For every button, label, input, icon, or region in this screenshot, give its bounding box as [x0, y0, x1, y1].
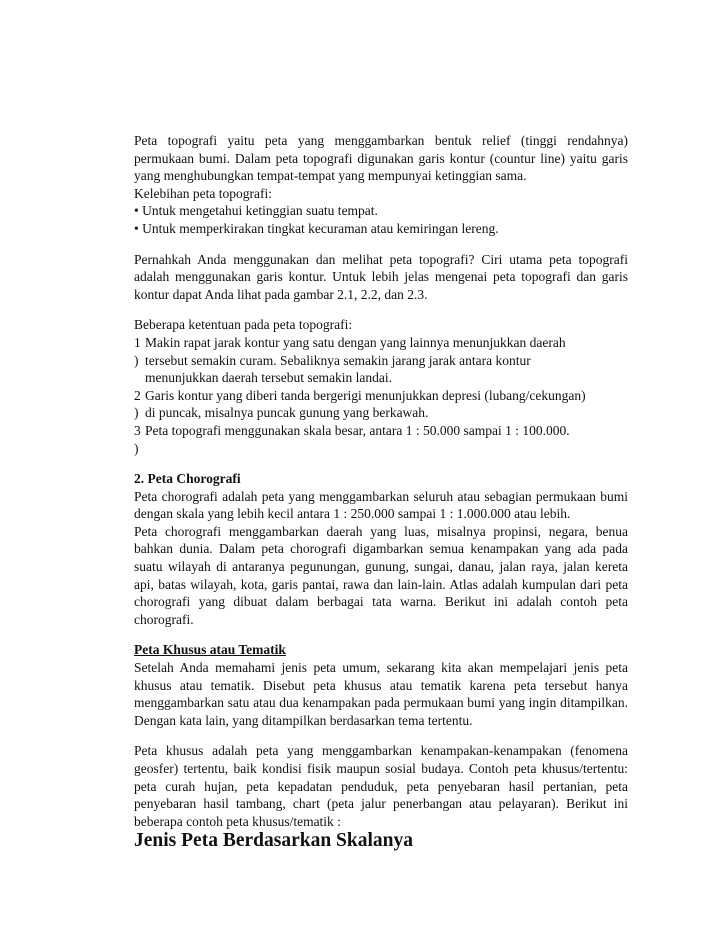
- rules-row: [134, 387, 628, 405]
- choro-heading: 2. Peta Chorografi: [134, 471, 241, 487]
- rules-row-text: Garis kontur yang diberi tanda bergerigi menunjukkan depresi (lubang/cekungan): [145, 387, 586, 403]
- rules-row-text: [145, 440, 628, 458]
- choro-paragraph: Peta chorografi adalah peta yang menggambarkan seluruh atau sebagian permukaan bumi dengan skala yang lebih kecil antara 1 : 250.000 sampai 1 : 1.000.000 atau lebih.: [134, 488, 628, 522]
- thematic-paragraph: Setelah Anda memahami jenis peta umum, sekarang kita akan mempelajari jenis peta khusus atau tematik. Disebut peta khusus atau tematik karena peta tersebut hanya menggambarkan satu atau dua kenampakan pada permukaan bumi yang ingin ditampilkan. Dengan kata lain, yang ditampilkan berdasarkan tema tertentu.: [134, 660, 628, 728]
- choro-paragraph: Peta chorografi menggambarkan daerah yang luas, misalnya propinsi, negara, benua bahkan dunia. Dalam peta chorografi digambarkan semua kenampakan yang ada pada suatu wilayah di antaranya pegunungan, gunung, sungai, danau, jalan raya, jalan kereta api, batas wilayah, kota, garis pantai, rawa dan lain-lain. Atlas adalah kumpulan dari peta chorografi yang dibuat dalam berbagai tata warna. Berikut ini adalah contoh peta chorografi.: [134, 523, 628, 627]
- rules-row: [134, 352, 628, 370]
- rules-row-num: [134, 369, 145, 387]
- topo-rules-label: Beberapa ketentuan pada peta topografi:: [134, 317, 353, 333]
- topo-intro: Peta topografi yaitu peta yang menggambarkan bentuk relief (tinggi rendahnya) permukaan bumi. Dalam peta topografi digunakan garis kontur (countur line) yaitu garis yang menghubungkan tempat-tempat yang mempunyai ketinggian sama.: [134, 133, 628, 184]
- rules-row-num: 3: [134, 422, 141, 438]
- topo-adv-item: • Untuk mengetahui ketinggian suatu tempat.: [134, 203, 378, 219]
- thematic-heading: Peta Khusus atau Tematik: [134, 642, 286, 658]
- rules-row-num: ): [134, 440, 139, 456]
- topo-adv-label: Kelebihan peta topografi:: [134, 185, 272, 201]
- rules-row-text: menunjukkan daerah tersebut semakin landai.: [145, 370, 393, 386]
- thematic-paragraph: Peta khusus adalah peta yang menggambarkan kenampakan-kenampakan (fenomena geosfer) tertentu, baik kondisi fisik maupun sosial budaya. Contoh peta khusus/tertentu: peta curah hujan, peta kepadatan penduduk, peta penyebaran hasil pertanian, peta penyebaran hasil tambang, chart (peta jalur penerbangan atau pelayaran). Berikut ini beberapa contoh peta khusus/tematik :: [134, 743, 628, 829]
- rules-row-text: di puncak, misalnya puncak gunung yang berkawah.: [145, 405, 429, 421]
- rules-row-text: tersebut semakin curam. Sebaliknya semakin jarang jarak antara kontur: [145, 352, 531, 368]
- rules-row: [134, 369, 628, 387]
- rules-row-text: Makin rapat jarak kontur yang satu dengan yang lainnya menunjukkan daerah: [145, 334, 566, 350]
- rules-row-num: 2: [134, 387, 141, 403]
- rules-row-num: ): [134, 352, 139, 368]
- topo-question: Pernahkah Anda menggunakan dan melihat peta topografi? Ciri utama peta topografi adalah menggunakan garis kontur. Untuk lebih jelas mengenai peta topografi dan garis kontur dapat Anda lihat pada gambar 2.1, 2.2, dan 2.3.: [134, 251, 628, 302]
- rules-row: [134, 440, 628, 458]
- topo-adv-item: • Untuk memperkirakan tingkat kecuraman atau kemiringan lereng.: [134, 220, 499, 236]
- scale-heading: Jenis Peta Berdasarkan Skalanya: [134, 830, 413, 852]
- rules-row-num: 1: [134, 334, 141, 350]
- rules-row-num: ): [134, 405, 139, 421]
- rules-row-text: Peta topografi menggunakan skala besar, antara 1 : 50.000 sampai 1 : 100.000.: [145, 422, 570, 438]
- rules-row: [134, 422, 628, 440]
- rules-row: [134, 334, 628, 352]
- rules-row: [134, 404, 628, 422]
